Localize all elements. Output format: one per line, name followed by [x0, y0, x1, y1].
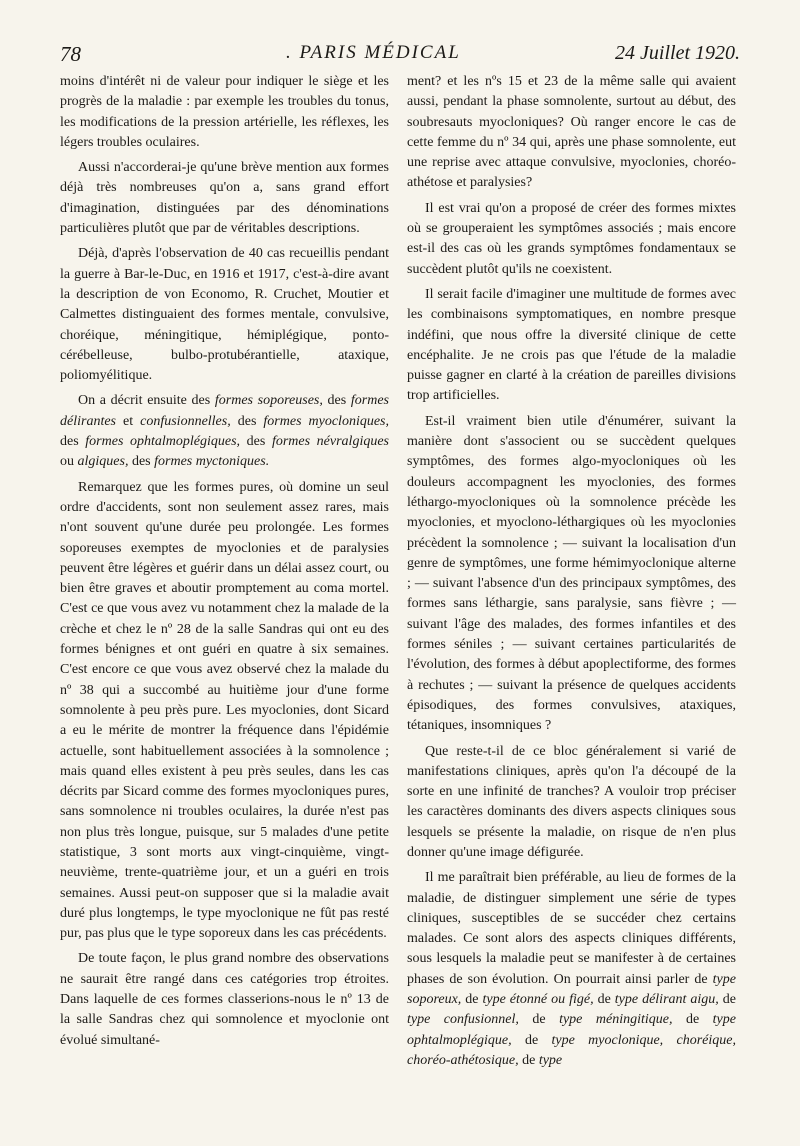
paragraph: Aussi n'accorderai-je qu'une brève mention aux formes déjà très nombreuses qu'on a, sans grand effort d'imagination, distinguées par des dénominations particulières plutôt que par de véritables descriptions. — [60, 160, 389, 237]
running-title: . PARIS MÉDICAL — [286, 42, 461, 63]
paragraph: Il me paraîtrait bien préférable, au lieu de formes de la maladie, de distinguer simplement une série de types cliniques, susceptibles de se succéder chez certains malades. Ce sont alors des aspects cliniques différents, sous lesquels la maladie peut se manifester à de certaines phases de son évolution. On pourrait ainsi parler de type soporeux, de type étonné ou figé, de type délirant aigu, de type confusionnel, de type méningitique, de type ophtalmoplégique, de type myoclonique, choréique, choréo-athétosique, de type — [407, 870, 736, 1068]
left-column — [60, 72, 389, 1051]
right-column — [407, 72, 736, 1071]
paragraph: Est-il vraiment bien utile d'énumérer, suivant la manière dont s'associent ou se succèdent quelques symptômes, des formes algo-myocloniques où les douleurs accompagnent les myoclonies, des formes léthargo-myocloniques où la somnolence précède les myoclonies, et myoclono-léthargiques où les myoclonies précèdent la somnolence ; — suivant la localisation d'un genre de symptômes, une forme hémimyoclonique alterne ; — suivant l'absence d'un des principaux symptômes, des formes sans léthargie, sans paralysie, sans fièvre ; — suivant l'âge des malades, des formes infantiles et des formes séniles ; — suivant certaines particularités de l'évolution, des formes à début apoplectiforme, des formes à rechutes ; — suivant la présence de quelques accidents épisodiques, des formes convulsives, ataxiques, tétaniques, insomniques ? — [407, 413, 736, 734]
paragraph: moins d'intérêt ni de valeur pour indiquer le siège et les progrès de la maladie : par exemple les troubles du tonus, les modifications de la pression artérielle, les réflexes, les légers troubles oculaires. — [60, 74, 389, 150]
paragraph: On a décrit ensuite des formes soporeuses, des formes délirantes et confusionnelles, des formes myocloniques, des formes ophtalmoplégiques, des formes névralgiques ou algiques, des formes myctoniques. — [60, 393, 389, 470]
paragraph: De toute façon, le plus grand nombre des observations ne saurait être rangé dans ces catégories trop étroites. Dans laquelle de ces formes classerions-nous le nº 13 de la salle Sandras chez qui somnolence et myoclonie ont évolué simultané- — [60, 951, 389, 1048]
paragraph: Il est vrai qu'on a proposé de créer des formes mixtes où se grouperaient les symptômes associés ; mais encore est-il des cas où les grands symptômes fondamentaux se succèdent plutôt qu'ils ne coexistent. — [407, 200, 736, 277]
paragraph: ment? et les nºs 15 et 23 de la même salle qui avaient aussi, pendant la phase somnolente, surtout au début, des soubresauts myocloniques? Où ranger encore le cas de cette femme du nº 34 qui, après une phase somnolente, eut une reprise avec attaque convulsive, myoclonies, choréo-athétose et paralysies? — [407, 74, 736, 191]
paragraph: Remarquez que les formes pures, où domine un seul ordre d'accidents, sont non seulement assez rares, mais n'ont souvent qu'une durée peu prolongée. Les formes soporeuses exemptes de myoclonies et de paralysies peuvent être légères et guérir dans un délai assez court, ou bien être graves et aboutir promptement au coma mortel. C'est ce que vous avez vu notamment chez la malade de la crèche et chez le nº 28 de la salle Sandras qui ont eu des formes bénignes et ont guéri en quatre à six semaines. C'est encore ce que vous avez observé chez la malade du nº 38 qui a succombé au huitième jour d'une forme somnolente à peu près pure. Les myoclonies, dont Sicard a eu le mérite de montrer la fréquence dans l'épidémie actuelle, sont habituellement associées à la somnolence ; mais quand elles existent à peu près seules, dans les cas décrits par Sicard comme des formes myocloniques pures, sans somnolence ni troubles oculaires, la durée n'est pas non plus très longue, puisque, sur 5 malades d'une petite statistique, 3 sont morts aux vingt-cinquième, vingt-neuvième, trente-quatrième jour, et un a guéri en trois semaines. Aussi peut-on supposer que si la maladie avait duré plus longtemps, le type myoclonique ne fût pas resté pur, pas plus que le type soporeux dans les cas précédents. — [60, 479, 389, 942]
paragraph: Déjà, d'après l'observation de 40 cas recueillis pendant la guerre à Bar-le-Duc, en 1916 et 1917, c'est-à-dire avant la description de von Economo, R. Cruchet, Moutier et Calmettes distinguaient des formes mentale, convulsive, choréique, méningitique, hémiplégique, ponto-cérébelleuse, bulbo-protubérantielle, ataxique, poliomyélitique. — [60, 246, 389, 384]
page-date: 24 Juillet 1920. — [615, 42, 740, 64]
page-number: 78 — [60, 42, 81, 66]
paragraph: Que reste-t-il de ce bloc généralement si varié de manifestations cliniques, après qu'on l'a découpé de la sorte en une infinité de tranches? A vouloir trop préciser les caractères dominants des divers aspects cliniques sous lesquels se présente la maladie, on risque de n'en plus donner qu'une image défigurée. — [407, 743, 736, 860]
paragraph: Il serait facile d'imaginer une multitude de formes avec les combinaisons symptomatiques, en nombre presque indéfini, que nous offre la diversité clinique de cette encéphalite. Je ne crois pas que l'étude de la maladie puisse gagner en clarté à la création de pareilles divisions trop artificielles. — [407, 286, 736, 404]
